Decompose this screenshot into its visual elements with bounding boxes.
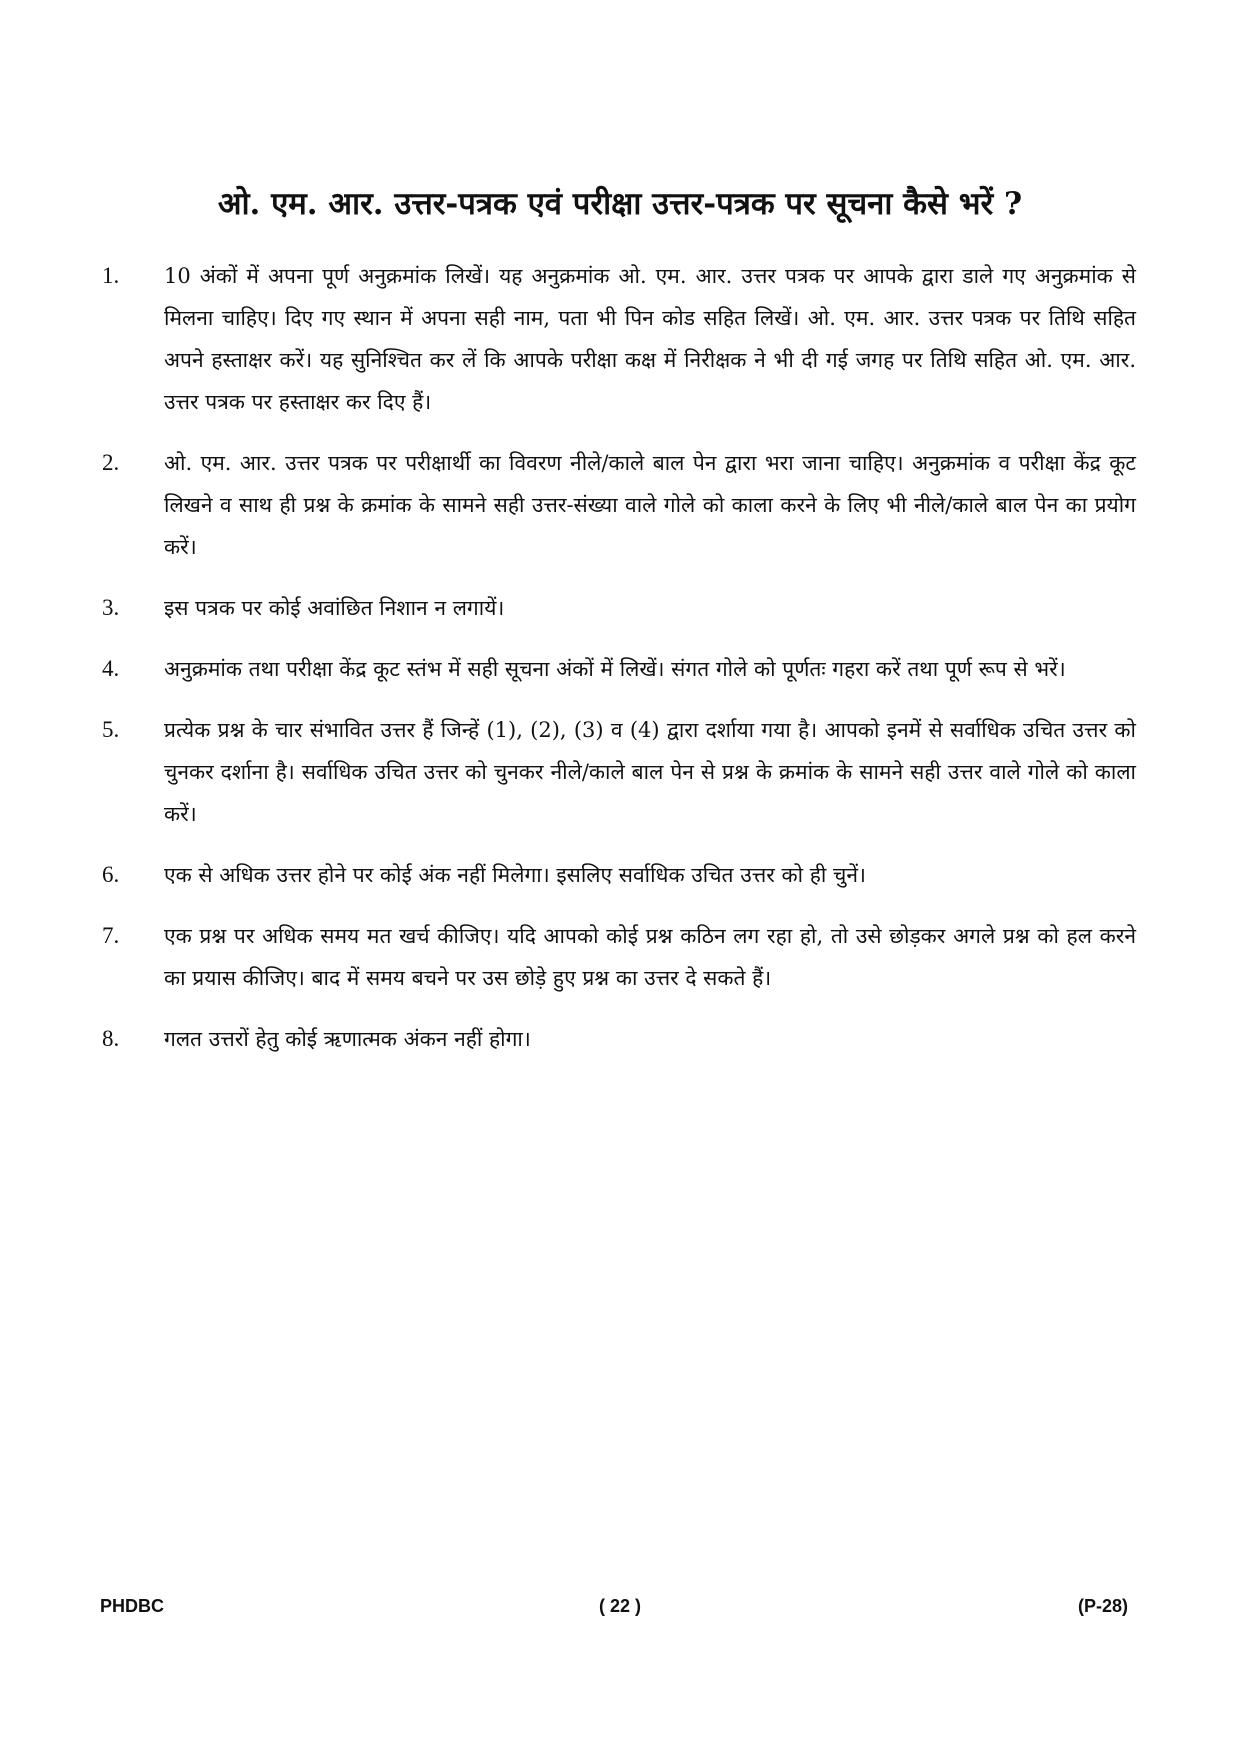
instruction-number: 2. [102,450,120,475]
instruction-number: 3. [102,595,120,620]
instruction-number: 7. [102,923,120,948]
footer-page-number: ( 22 ) [598,1596,641,1616]
instruction-text: एक प्रश्न पर अधिक समय मत खर्च कीजिए। यदि आपको कोई प्रश्न कठिन लग रहा हो, तो उसे छोड़कर अगले प्रश्न को हल करने का प्रयास कीजिए। बाद में समय बचने पर उस छोड़े हुए प्रश्न का उत्तर दे सकते हैं। [164,924,1136,990]
instruction-text: ओ. एम. आर. उत्तर पत्रक पर परीक्षार्थी का विवरण नीले/काले बाल पेन द्वारा भरा जाना चाहिए। अनुक्रमांक व परीक्षा केंद्र कूट लिखने व साथ ही प्रश्न के क्रमांक के सामने सही उत्तर-संख्या वाले गोले को काला करने के लिए भी नीले/काले बाल पेन का प्रयोग करें। [164,451,1136,559]
instruction-list [102,255,1136,1079]
instruction-text: गलत उत्तरों हेतु कोई ऋणात्मक अंकन नहीं होगा। [164,1027,531,1051]
instruction-number: 1. [102,263,120,288]
instruction-item [102,854,1136,896]
instruction-number: 5. [102,717,120,742]
instruction-item [102,709,1136,835]
instruction-item [102,1018,1136,1060]
footer-paper-code: (P-28) [1077,1596,1128,1616]
instruction-text: प्रत्येक प्रश्न के चार संभावित उत्तर हैं जिन्हें (1), (2), (3) व (4) द्वारा दर्शाया गया है। आपको इनमें से सर्वाधिक उचित उत्तर को चुनकर दर्शाना है। सर्वाधिक उचित उत्तर को चुनकर नीले/काले बाल पेन से प्रश्न के क्रमांक के सामने सही उत्तर वाले गोले को काला करें। [164,718,1136,826]
instruction-number: 8. [102,1026,120,1051]
instruction-item [102,255,1136,423]
footer-course-code: PHDBC [100,1596,165,1616]
instruction-text: 10 अंकों में अपना पूर्ण अनुक्रमांक लिखें। यह अनुक्रमांक ओ. एम. आर. उत्तर पत्रक पर आपके द्वारा डाले गए अनुक्रमांक से मिलना चाहिए। दिए गए स्थान में अपना सही नाम, पता भी पिन कोड सहित लिखें। ओ. एम. आर. उत्तर पत्रक पर तिथि सहित अपने हस्ताक्षर करें। यह सुनिश्चित कर लें कि आपके परीक्षा कक्ष में निरीक्षक ने भी दी गई जगह पर तिथि सहित ओ. एम. आर. उत्तर पत्रक पर हस्ताक्षर कर दिए हैं। [164,264,1136,414]
instruction-item [102,915,1136,999]
instruction-item [102,587,1136,629]
instruction-text: एक से अधिक उत्तर होने पर कोई अंक नहीं मिलेगा। इसलिए सर्वाधिक उचित उत्तर को ही चुनें। [164,863,866,887]
instruction-number: 4. [102,656,120,681]
instruction-text: अनुक्रमांक तथा परीक्षा केंद्र कूट स्तंभ में सही सूचना अंकों में लिखें। संगत गोले को पूर्णतः गहरा करें तथा पूर्ण रूप से भरें। [164,657,1066,681]
instruction-number: 6. [102,862,120,887]
instruction-item [102,442,1136,568]
page-title: ओ. एम. आर. उत्तर-पत्रक एवं परीक्षा उत्तर-पत्रक पर सूचना कैसे भरें ? [217,186,1023,222]
instruction-text: इस पत्रक पर कोई अवांछित निशान न लगायें। [164,596,505,620]
instruction-item [102,648,1136,690]
